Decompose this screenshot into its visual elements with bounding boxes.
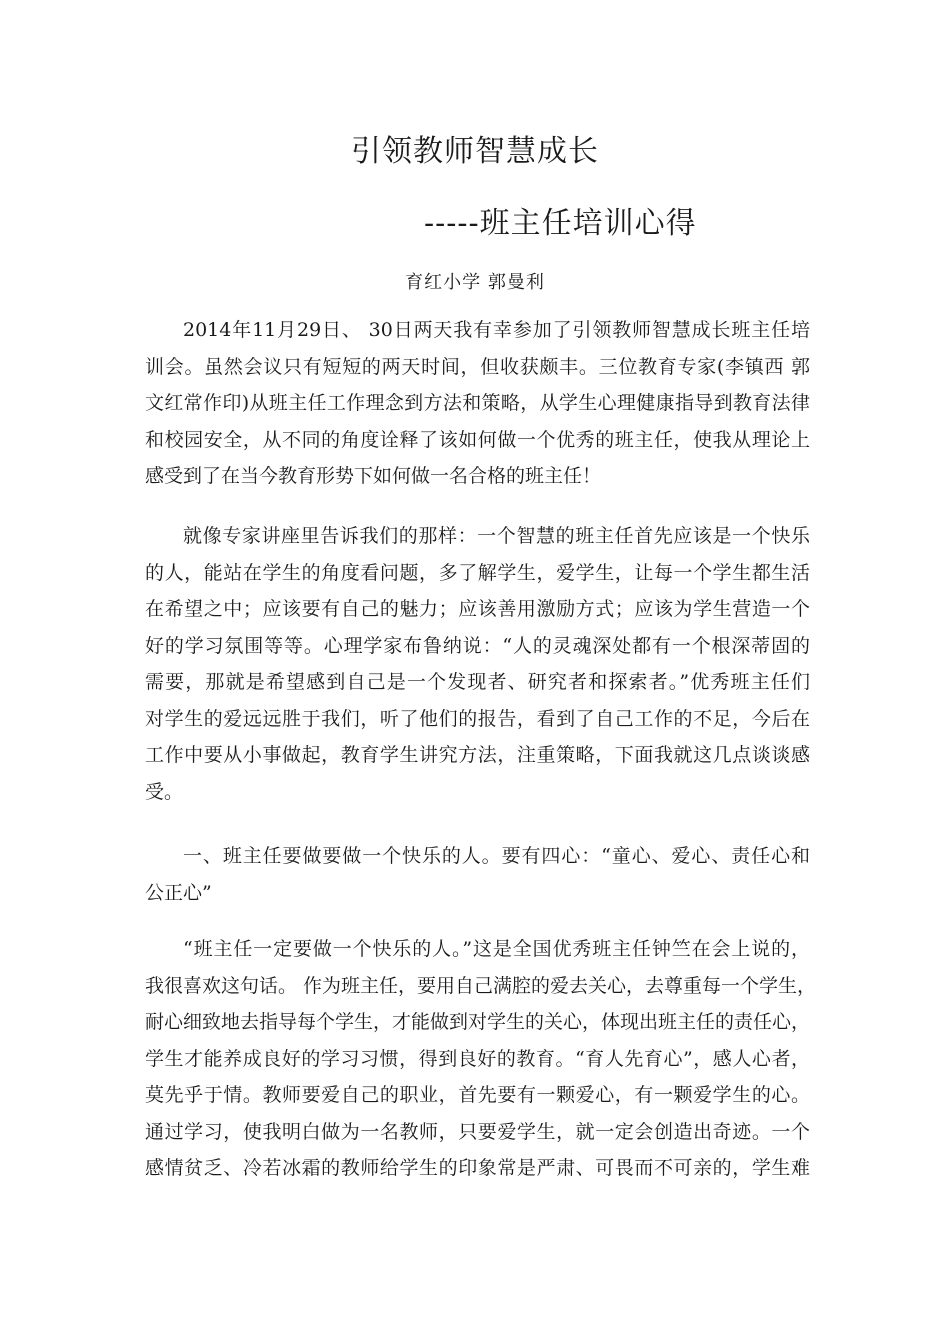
paragraph-line: 工作中要从小事做起，教育学生讲究方法，注重策略，下面我就这几点谈谈感 [145,744,810,766]
paragraph-line: 公正心” [145,881,212,904]
paragraph-line: 就像专家讲座里告诉我们的那样：一个智慧的班主任首先应该是一个快乐 [183,525,810,547]
paragraph-line: 好的学习氛围等等。心理学家布鲁纳说：“人的灵魂深处都有一个根深蒂固的 [145,634,810,657]
paragraph-line: 需要，那就是希望感到自己是一个发现者、研究者和探索者。”优秀班主任们 [145,671,810,693]
paragraph-line: 受。 [145,780,184,803]
document-subtitle: -----班主任培训心得 [424,206,697,241]
paragraph-line: 感受到了在当今教育形势下如何做一名合格的班主任！ [145,465,602,487]
paragraph-line: 通过学习，使我明白做为一名教师，只要爱学生，就一定会创造出奇迹。一个 [145,1120,810,1143]
paragraph-line: 在希望之中；应该要有自己的魅力；应该善用激励方式；应该为学生营造一个 [145,598,810,620]
paragraph-line: “班主任一定要做一个快乐的人。”这是全国优秀班主任钟竺在会上说的， [183,938,810,960]
paragraph-2 [145,518,810,810]
paragraph-4 [145,931,817,1187]
paragraph-line: 耐心细致地去指导每个学生，才能做到对学生的关心，体现出班主任的责任心， [145,1011,811,1033]
paragraph-line: 文红常作印)从班主任工作理念到方法和策略，从学生心理健康指导到教育法律 [145,392,810,414]
section-heading-1 [145,838,810,911]
paragraph-line: 学生才能养成良好的学习习惯，得到良好的教育。“育人先育心”，感人心者， [145,1047,810,1070]
paragraph-line: 训会。虽然会议只有短短的两天时间，但收获颇丰。三位教育专家(李镇西 郭 [145,355,810,378]
document-author: 育红小学 郭曼利 [405,272,545,293]
paragraph-line: 对学生的爱远远胜于我们，听了他们的报告，看到了自己工作的不足，今后在 [145,707,810,730]
paragraph-line: 的人，能站在学生的角度看问题，多了解学生，爱学生，让每一个学生都生活 [145,561,810,584]
paragraph-line: 莫先乎于情。教师要爱自己的职业，首先要有一颗爱心，有一颗爱学生的心。 [145,1084,810,1106]
paragraph-1 [145,312,810,495]
paragraph-line: 一、班主任要做要做一个快乐的人。要有四心：“童心、爱心、责任心和 [183,845,810,867]
document-title: 引领教师智慧成长 [351,134,599,169]
paragraph-line: 我很喜欢这句话。 作为班主任，要用自己满腔的爱去关心，去尊重每一个学生， [145,974,817,997]
paragraph-line: 和校园安全，从不同的角度诠释了该如何做一个优秀的班主任，使我从理论上 [145,428,810,451]
paragraph-line: 2014年11月29日、 30日两天我有幸参加了引领教师智慧成长班主任培 [183,319,810,341]
paragraph-line: 感情贫乏、冷若冰霜的教师给学生的印象常是严肃、可畏而不可亲的，学生难 [145,1157,810,1179]
